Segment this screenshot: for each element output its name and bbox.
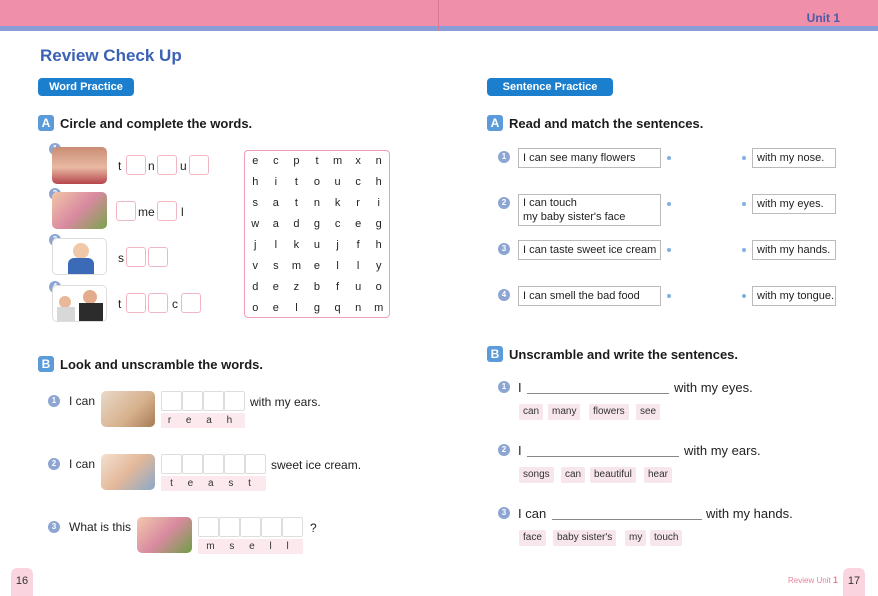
answer-box[interactable] [161, 454, 182, 474]
section-title: Read and match the sentences. [509, 115, 704, 131]
grid-letter[interactable]: i [274, 176, 278, 188]
item-number: 2 [498, 197, 510, 209]
listening-girl-photo [101, 391, 155, 427]
word-chip: face [519, 530, 546, 546]
answer-box[interactable] [240, 517, 261, 537]
footer-label [788, 575, 838, 585]
word-chip: my [625, 530, 646, 546]
grid-letter[interactable]: c [334, 218, 341, 230]
header-stripe [0, 26, 878, 31]
grid-letter[interactable]: l [295, 302, 298, 314]
grid-letter[interactable]: o [252, 302, 259, 314]
word-chip: hear [644, 467, 672, 483]
grid-letter[interactable]: e [272, 302, 279, 314]
grid-letter[interactable]: l [274, 239, 278, 251]
scrambled-letters: t e a s t [161, 476, 266, 491]
unscramble-suffix: sweet ice cream. [271, 458, 362, 472]
grid-letter[interactable]: n [375, 155, 382, 167]
answer-line[interactable] [527, 456, 679, 457]
footer-label-number: 1 [832, 575, 838, 585]
letter-box[interactable] [189, 155, 209, 175]
letter-box[interactable] [157, 201, 177, 221]
item-number: 2 [48, 458, 60, 470]
match-sentence-line: I can touch [523, 197, 577, 209]
header-band [0, 0, 878, 26]
answer-box[interactable] [182, 391, 203, 411]
word-chip: songs [519, 467, 554, 483]
answer-box[interactable] [224, 391, 245, 411]
given-letter: t [118, 297, 122, 311]
grid-letter[interactable]: p [293, 155, 300, 167]
item-number: 3 [498, 507, 510, 519]
grid-letter[interactable]: h [375, 176, 382, 188]
sentence-suffix: with my hands. [706, 506, 793, 521]
grid-letter[interactable]: f [336, 281, 340, 293]
grid-letter[interactable]: c [355, 176, 361, 188]
grid-letter[interactable]: i [377, 197, 380, 209]
grid-letter[interactable]: t [294, 197, 298, 209]
answer-box[interactable] [245, 454, 266, 474]
sentence-suffix: with my eyes. [674, 380, 753, 395]
given-letter: l [181, 205, 184, 219]
match-dot[interactable] [667, 294, 671, 298]
unscramble-suffix: ? [310, 521, 317, 535]
answer-box[interactable] [182, 454, 203, 474]
tongue-photo [52, 147, 107, 184]
grid-letter[interactable]: e [252, 155, 259, 167]
grid-letter[interactable]: u [334, 176, 341, 188]
grid-letter[interactable]: s [252, 197, 259, 209]
grid-letter[interactable]: v [252, 260, 259, 272]
grid-letter[interactable]: q [334, 302, 341, 314]
grid-letter[interactable]: l [336, 260, 339, 272]
match-dot[interactable] [742, 248, 746, 252]
grid-letter[interactable]: h [375, 239, 382, 251]
answer-box[interactable] [203, 454, 224, 474]
item-number: 3 [498, 243, 510, 255]
item-number: 4 [498, 289, 510, 301]
unscramble-suffix: with my ears. [250, 395, 321, 409]
sentence-prefix: I [518, 443, 522, 458]
unscramble-prefix: I can [69, 394, 96, 408]
match-sentence[interactable]: I can see many flowers [518, 148, 661, 168]
unscramble-prefix: What is this [69, 520, 132, 534]
answer-box[interactable] [261, 517, 282, 537]
grid-letter[interactable]: b [313, 281, 321, 293]
letter-box[interactable] [181, 293, 201, 313]
grid-letter[interactable]: w [251, 218, 260, 230]
sentence-prefix: I can [518, 506, 547, 521]
match-dot[interactable] [742, 156, 746, 160]
match-sentence[interactable] [518, 194, 661, 226]
grid-letter[interactable]: m [332, 155, 343, 167]
left-page-number: 16 [11, 568, 33, 596]
given-letter: c [172, 297, 178, 311]
match-dot[interactable] [742, 202, 746, 206]
footer-label-text: Review Unit [788, 576, 831, 585]
smelling-flowers-photo [137, 517, 192, 553]
letter-box[interactable] [148, 247, 168, 267]
word-chip: beautiful [590, 467, 636, 483]
scrambled-letters: r e a h [161, 413, 245, 428]
grid-letter[interactable]: e [272, 281, 279, 293]
grid-letter[interactable]: h [252, 176, 259, 188]
grid-letter[interactable]: u [313, 239, 321, 251]
match-dot[interactable] [667, 156, 671, 160]
answer-box[interactable] [282, 517, 303, 537]
touching-face-photo [52, 285, 107, 322]
sentence-prefix: I [518, 380, 522, 395]
page-title: Review Check Up [40, 46, 182, 65]
word-chip: touch [650, 530, 682, 546]
grid-letter[interactable]: c [273, 155, 279, 167]
grid-letter[interactable]: f [356, 239, 360, 251]
word-search-grid[interactable] [244, 150, 390, 318]
grid-letter[interactable]: g [313, 302, 321, 314]
given-letter: u [180, 159, 187, 173]
letter-box[interactable] [126, 293, 146, 313]
right-section-b-heading [487, 346, 738, 362]
grid-letter[interactable]: u [355, 281, 362, 293]
grid-letter[interactable]: l [356, 260, 360, 272]
section-title: Unscramble and write the sentences. [509, 346, 739, 362]
section-title: Look and unscramble the words. [60, 356, 263, 372]
grid-letter[interactable]: d [252, 281, 259, 293]
grid-letter[interactable]: y [375, 260, 382, 272]
letter-box[interactable] [126, 247, 146, 267]
match-ending[interactable]: with my hands. [752, 240, 836, 260]
given-letter: me [138, 205, 155, 219]
word-chip: see [636, 404, 660, 420]
item-number: 1 [498, 151, 510, 163]
answer-box[interactable] [198, 517, 219, 537]
grid-letter[interactable]: a [272, 218, 279, 230]
grid-letter[interactable]: s [273, 260, 279, 272]
grid-letter[interactable]: n [313, 197, 321, 209]
answer-box[interactable] [219, 517, 240, 537]
book-spine [438, 0, 439, 31]
grid-letter[interactable]: o [313, 176, 321, 188]
match-ending[interactable]: with my nose. [752, 148, 836, 168]
letter-box[interactable] [157, 155, 177, 175]
given-letter: s [118, 251, 124, 265]
word-chip: can [519, 404, 543, 420]
match-dot[interactable] [742, 294, 746, 298]
match-dot[interactable] [667, 248, 671, 252]
item-number: 2 [498, 444, 510, 456]
scrambled-letters: m s e l l [198, 539, 303, 554]
section-badge: A [38, 115, 54, 131]
grid-letter[interactable]: m [374, 302, 384, 314]
grid-letter[interactable]: j [254, 239, 257, 251]
grid-letter[interactable]: d [293, 218, 300, 230]
item-number: 1 [498, 381, 510, 393]
left-section-b-heading [38, 356, 263, 372]
given-letter: n [148, 159, 155, 173]
letter-box[interactable] [116, 201, 136, 221]
grid-letter[interactable]: n [355, 302, 362, 314]
item-number: 1 [48, 395, 60, 407]
grid-letter[interactable]: a [272, 197, 279, 209]
right-section-a-heading [487, 115, 703, 131]
answer-box[interactable] [224, 454, 245, 474]
given-letter: t [118, 159, 122, 173]
grid-letter[interactable]: z [293, 281, 300, 293]
sentence-suffix: with my ears. [684, 443, 761, 458]
eating-ice-cream-photo [101, 454, 155, 490]
section-badge: A [487, 115, 503, 131]
match-sentence[interactable]: I can smell the bad food [518, 286, 661, 306]
word-chip: many [548, 404, 580, 420]
word-chip: baby sister's [553, 530, 616, 546]
unit-label: Unit 1 [806, 11, 840, 25]
section-title: Circle and complete the words. [60, 115, 253, 131]
unscramble-prefix: I can [69, 457, 96, 471]
sentence-practice-pill: Sentence Practice [487, 78, 613, 96]
answer-box[interactable] [203, 391, 224, 411]
answer-line[interactable] [527, 393, 669, 394]
match-sentence[interactable]: I can taste sweet ice cream [518, 240, 661, 260]
grid-letter[interactable]: g [313, 218, 321, 230]
smelling-flowers-photo [52, 192, 107, 229]
grid-letter[interactable]: g [375, 218, 382, 230]
grid-letter[interactable]: j [336, 239, 339, 251]
grid-letter[interactable]: m [291, 260, 301, 272]
item-number: 3 [48, 521, 60, 533]
grid-letter[interactable]: e [355, 218, 362, 230]
grid-letter[interactable]: t [294, 176, 298, 188]
grid-letter[interactable]: r [356, 197, 360, 209]
grid-letter[interactable]: e [313, 260, 321, 272]
match-sentence-line: my baby sister's face [523, 211, 626, 223]
left-section-a-heading [38, 115, 252, 131]
letter-box[interactable] [148, 293, 168, 313]
match-ending[interactable]: with my eyes. [752, 194, 836, 214]
answer-line[interactable] [552, 519, 702, 520]
right-page-number: 17 [843, 568, 865, 596]
word-chip: flowers [589, 404, 629, 420]
section-badge: B [38, 356, 54, 372]
grid-letter[interactable]: k [293, 239, 300, 251]
grid-letter[interactable]: x [355, 155, 361, 167]
covering-ears-photo [52, 238, 107, 275]
letter-box[interactable] [126, 155, 146, 175]
grid-letter[interactable]: t [315, 155, 319, 167]
answer-box[interactable] [161, 391, 182, 411]
grid-letter[interactable]: k [334, 197, 341, 209]
grid-letter[interactable]: o [375, 281, 382, 293]
match-ending[interactable]: with my tongue. [752, 286, 836, 306]
word-chip: can [561, 467, 585, 483]
match-dot[interactable] [667, 202, 671, 206]
word-practice-pill: Word Practice [38, 78, 134, 96]
section-badge: B [487, 346, 503, 362]
